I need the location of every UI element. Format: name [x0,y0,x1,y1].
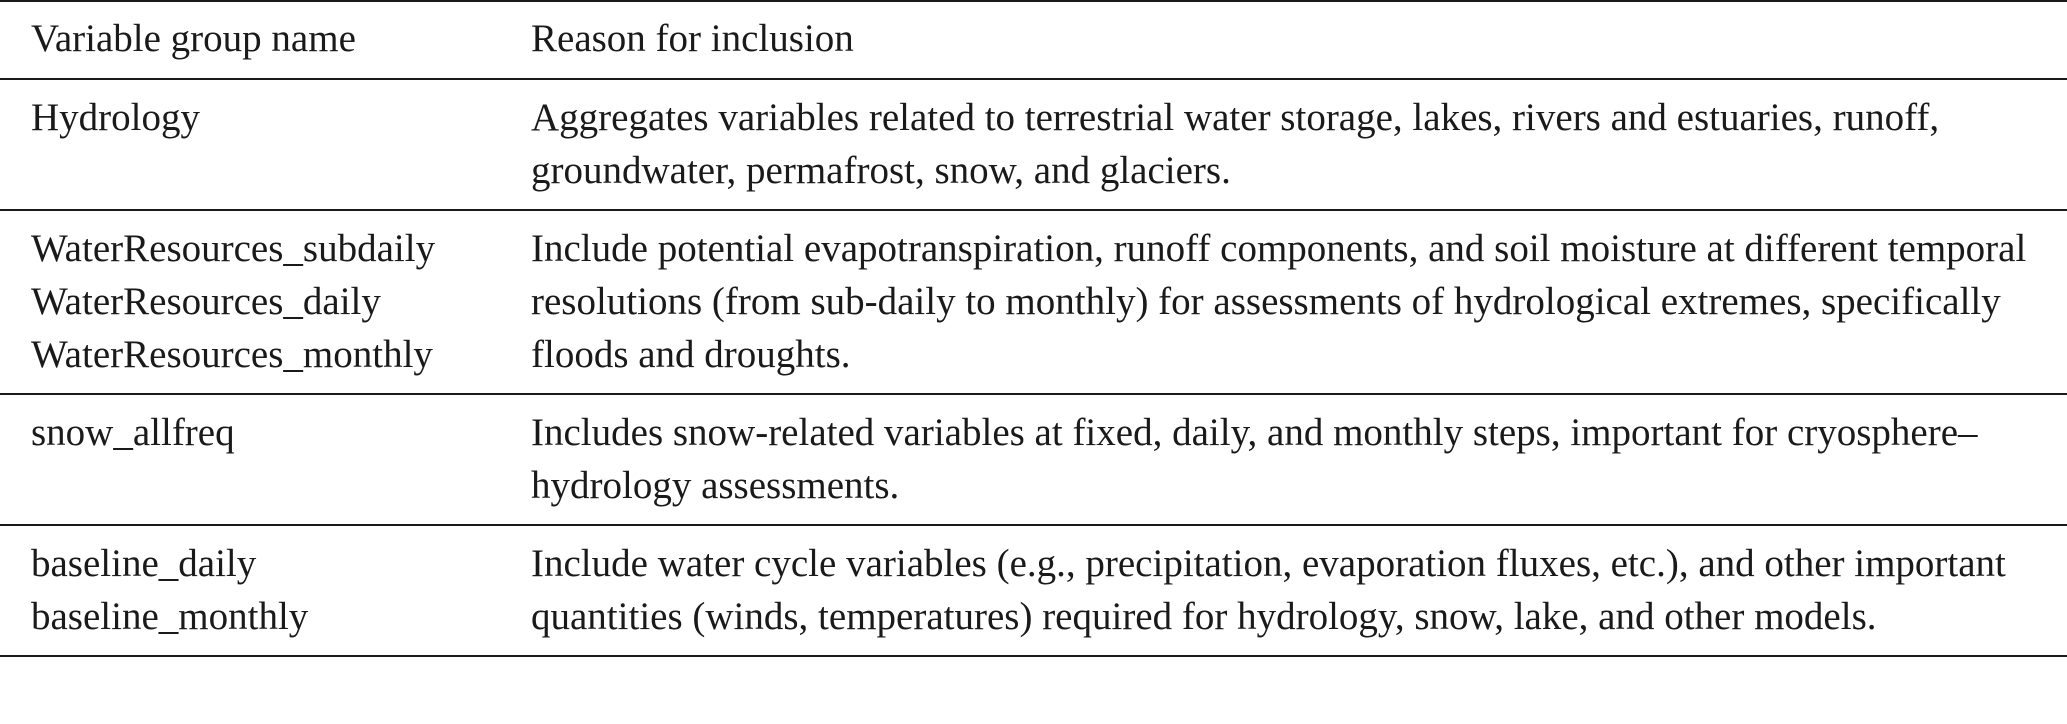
reason-cell: Include water cycle variables (e.g., precipitation, evaporation fluxes, etc.), and other important quantities (winds, temperatures) required for hydrology, snow, lake, and other models. [531,542,2006,638]
table-header [0,1,2067,79]
table-row [0,394,2067,525]
reason-cell: Includes snow-related variables at fixed, daily, and monthly steps, important for cryosphere–hydrology assessments. [531,411,1978,507]
variable-group-name: WaterResources_daily [31,280,381,323]
table-row [0,79,2067,210]
header-reason-for-inclusion: Reason for inclusion [531,17,854,60]
table-row [0,210,2067,394]
table-row [0,525,2067,656]
variable-group-name: baseline_daily [31,542,257,585]
table-body [0,79,2067,656]
variable-group-name: snow_allfreq [31,411,235,454]
variable-group-name: WaterResources_monthly [31,333,433,376]
variable-group-name-cell [0,525,531,656]
variable-group-name-cell [0,79,531,210]
variable-group-name-cell [0,210,531,394]
variable-group-name: WaterResources_subdaily [31,227,436,270]
variable-group-name-cell [0,394,531,525]
variable-group-name: baseline_monthly [31,595,309,638]
header-variable-group-name: Variable group name [31,17,356,60]
header-row [0,1,2067,79]
reason-cell: Include potential evapotranspiration, runoff components, and soil moisture at different temporal resolutions (from sub-daily to monthly) for assessments of hydrological extremes, specifically floods and droughts. [531,227,2027,376]
variable-group-name: Hydrology [31,96,200,139]
reason-cell: Aggregates variables related to terrestrial water storage, lakes, rivers and estuaries, runoff, groundwater, permafrost, snow, and glaciers. [531,96,1940,192]
